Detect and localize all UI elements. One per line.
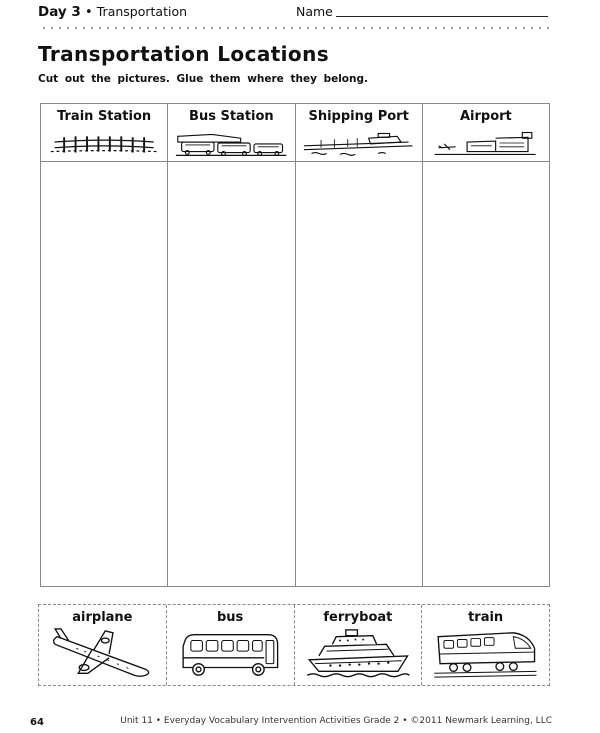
column-label: Bus Station	[189, 109, 274, 124]
column-airport[interactable]	[423, 104, 549, 586]
column-header	[296, 104, 422, 162]
column-label: Shipping Port	[308, 109, 409, 124]
cutout-train[interactable]	[422, 605, 549, 685]
page-title: Transportation Locations	[38, 42, 330, 66]
train-tracks-icon	[47, 128, 161, 158]
shipping-port-icon	[302, 128, 416, 158]
cutout-label: airplane	[72, 610, 133, 625]
header-separator: •	[84, 5, 93, 20]
day-label: Day 3	[38, 4, 81, 20]
column-header	[423, 104, 549, 162]
column-label: Airport	[459, 109, 512, 124]
instructions: Cut out the pictures. Glue them where they belong.	[38, 73, 368, 85]
bus-station-icon	[174, 128, 288, 158]
footer-credit: Unit 11 • Everyday Vocabulary Intervention Activities Grade 2 • ©2011 Newmark Learning, LLC	[120, 716, 552, 726]
name-line[interactable]	[336, 16, 548, 17]
cutout-bus[interactable]	[167, 605, 295, 685]
name-label: Name	[296, 4, 333, 19]
airplane-icon	[47, 627, 158, 681]
cutout-label: ferryboat	[323, 610, 393, 625]
column-train-station[interactable]	[41, 104, 168, 586]
cutout-label: bus	[216, 610, 244, 625]
cutout-airplane[interactable]	[39, 605, 167, 685]
worksheet-header	[38, 4, 558, 22]
cutout-ferryboat[interactable]	[295, 605, 423, 685]
column-header	[168, 104, 294, 162]
cutout-label: train	[468, 610, 504, 625]
bus-icon	[175, 627, 286, 681]
column-header	[41, 104, 167, 162]
page-number: 64	[30, 717, 44, 728]
column-label: Train Station	[57, 109, 152, 124]
dotted-divider	[40, 27, 552, 29]
train-icon	[430, 627, 541, 681]
topic-label: Transportation	[96, 4, 188, 19]
airport-icon	[429, 128, 543, 158]
cutout-strip	[38, 604, 550, 686]
column-shipping-port[interactable]	[296, 104, 423, 586]
column-bus-station[interactable]	[168, 104, 295, 586]
sorting-table	[40, 103, 550, 587]
ferryboat-icon	[303, 627, 414, 681]
